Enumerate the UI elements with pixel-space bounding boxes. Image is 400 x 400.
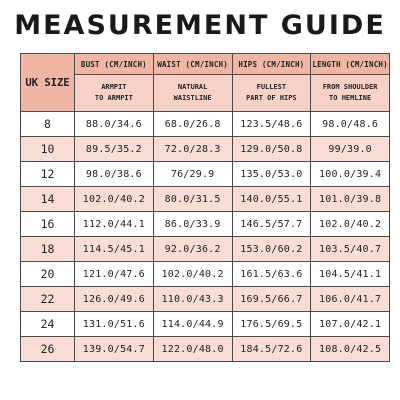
- waist-cell: 102.0/40.2: [153, 262, 232, 287]
- table-row: [21, 137, 390, 162]
- length-cell: 102.0/40.2: [311, 212, 390, 237]
- hips-cell: 129.0/50.8: [232, 137, 311, 162]
- size-cell: 24: [21, 312, 75, 337]
- column-header-bust: BUST (CM/INCH): [75, 54, 154, 75]
- bust-cell: 121.0/47.6: [75, 262, 154, 287]
- hips-cell: 184.5/72.6: [232, 337, 311, 362]
- table-row: [21, 237, 390, 262]
- hips-cell: 169.5/66.7: [232, 287, 311, 312]
- description-line: TO HEMLINE: [329, 94, 372, 102]
- size-cell: 18: [21, 237, 75, 262]
- size-table: [20, 53, 390, 362]
- bust-cell: 126.0/49.6: [75, 287, 154, 312]
- size-cell: 12: [21, 162, 75, 187]
- description-line: NATURAL: [177, 83, 208, 91]
- table-row: [21, 187, 390, 212]
- hips-cell: 153.0/60.2: [232, 237, 311, 262]
- column-description-bust: [75, 75, 154, 112]
- table-row: [21, 112, 390, 137]
- table-row: [21, 212, 390, 237]
- bust-cell: 102.0/40.2: [75, 187, 154, 212]
- description-line: PART OF HIPS: [246, 94, 297, 102]
- length-cell: 99/39.0: [311, 137, 390, 162]
- hips-cell: 123.5/48.6: [232, 112, 311, 137]
- table-row: [21, 262, 390, 287]
- length-cell: 101.0/39.8: [311, 187, 390, 212]
- bust-cell: 131.0/51.6: [75, 312, 154, 337]
- column-description-length: [311, 75, 390, 112]
- length-cell: 104.5/41.1: [311, 262, 390, 287]
- waist-cell: 80.0/31.5: [153, 187, 232, 212]
- table-row: [21, 287, 390, 312]
- length-cell: 108.0/42.5: [311, 337, 390, 362]
- hips-cell: 135.0/53.0: [232, 162, 311, 187]
- length-cell: 103.5/40.7: [311, 237, 390, 262]
- length-cell: 106.0/41.7: [311, 287, 390, 312]
- description-line: FULLEST: [256, 83, 287, 91]
- table-row: [21, 312, 390, 337]
- hips-cell: 176.5/69.5: [232, 312, 311, 337]
- waist-cell: 110.0/43.3: [153, 287, 232, 312]
- description-line: FROM SHOULDER: [322, 83, 378, 91]
- length-cell: 98.0/48.6: [311, 112, 390, 137]
- waist-cell: 114.0/44.9: [153, 312, 232, 337]
- column-description-hips: [232, 75, 311, 112]
- waist-cell: 92.0/36.2: [153, 237, 232, 262]
- column-header-length: LENGTH (CM/INCH): [311, 54, 390, 75]
- size-cell: 20: [21, 262, 75, 287]
- table-subheader-row: [21, 75, 390, 112]
- bust-cell: 139.0/54.7: [75, 337, 154, 362]
- bust-cell: 98.0/38.6: [75, 162, 154, 187]
- column-description-waist: [153, 75, 232, 112]
- size-cell: 10: [21, 137, 75, 162]
- bust-cell: 88.0/34.6: [75, 112, 154, 137]
- table-row: [21, 337, 390, 362]
- waist-cell: 72.0/28.3: [153, 137, 232, 162]
- hips-cell: 146.5/57.7: [232, 212, 311, 237]
- bust-cell: 112.0/44.1: [75, 212, 154, 237]
- table-header-row: [21, 54, 390, 75]
- bust-cell: 114.5/45.1: [75, 237, 154, 262]
- table-row: [21, 162, 390, 187]
- description-line: WAISTLINE: [173, 94, 212, 102]
- description-line: TO ARMPIT: [94, 94, 133, 102]
- size-cell: 22: [21, 287, 75, 312]
- page-title: MEASUREMENT GUIDE: [14, 10, 386, 41]
- bust-cell: 89.5/35.2: [75, 137, 154, 162]
- size-column-header: UK SIZE: [21, 54, 75, 112]
- waist-cell: 76/29.9: [153, 162, 232, 187]
- waist-cell: 68.0/26.8: [153, 112, 232, 137]
- size-cell: 16: [21, 212, 75, 237]
- column-header-hips: HIPS (CM/INCH): [232, 54, 311, 75]
- size-cell: 14: [21, 187, 75, 212]
- waist-cell: 122.0/48.0: [153, 337, 232, 362]
- size-cell: 8: [21, 112, 75, 137]
- length-cell: 100.0/39.4: [311, 162, 390, 187]
- size-cell: 26: [21, 337, 75, 362]
- hips-cell: 140.0/55.1: [232, 187, 311, 212]
- waist-cell: 86.0/33.9: [153, 212, 232, 237]
- column-header-waist: WAIST (CM/INCH): [153, 54, 232, 75]
- length-cell: 107.0/42.1: [311, 312, 390, 337]
- description-line: ARMPIT: [101, 83, 127, 91]
- hips-cell: 161.5/63.6: [232, 262, 311, 287]
